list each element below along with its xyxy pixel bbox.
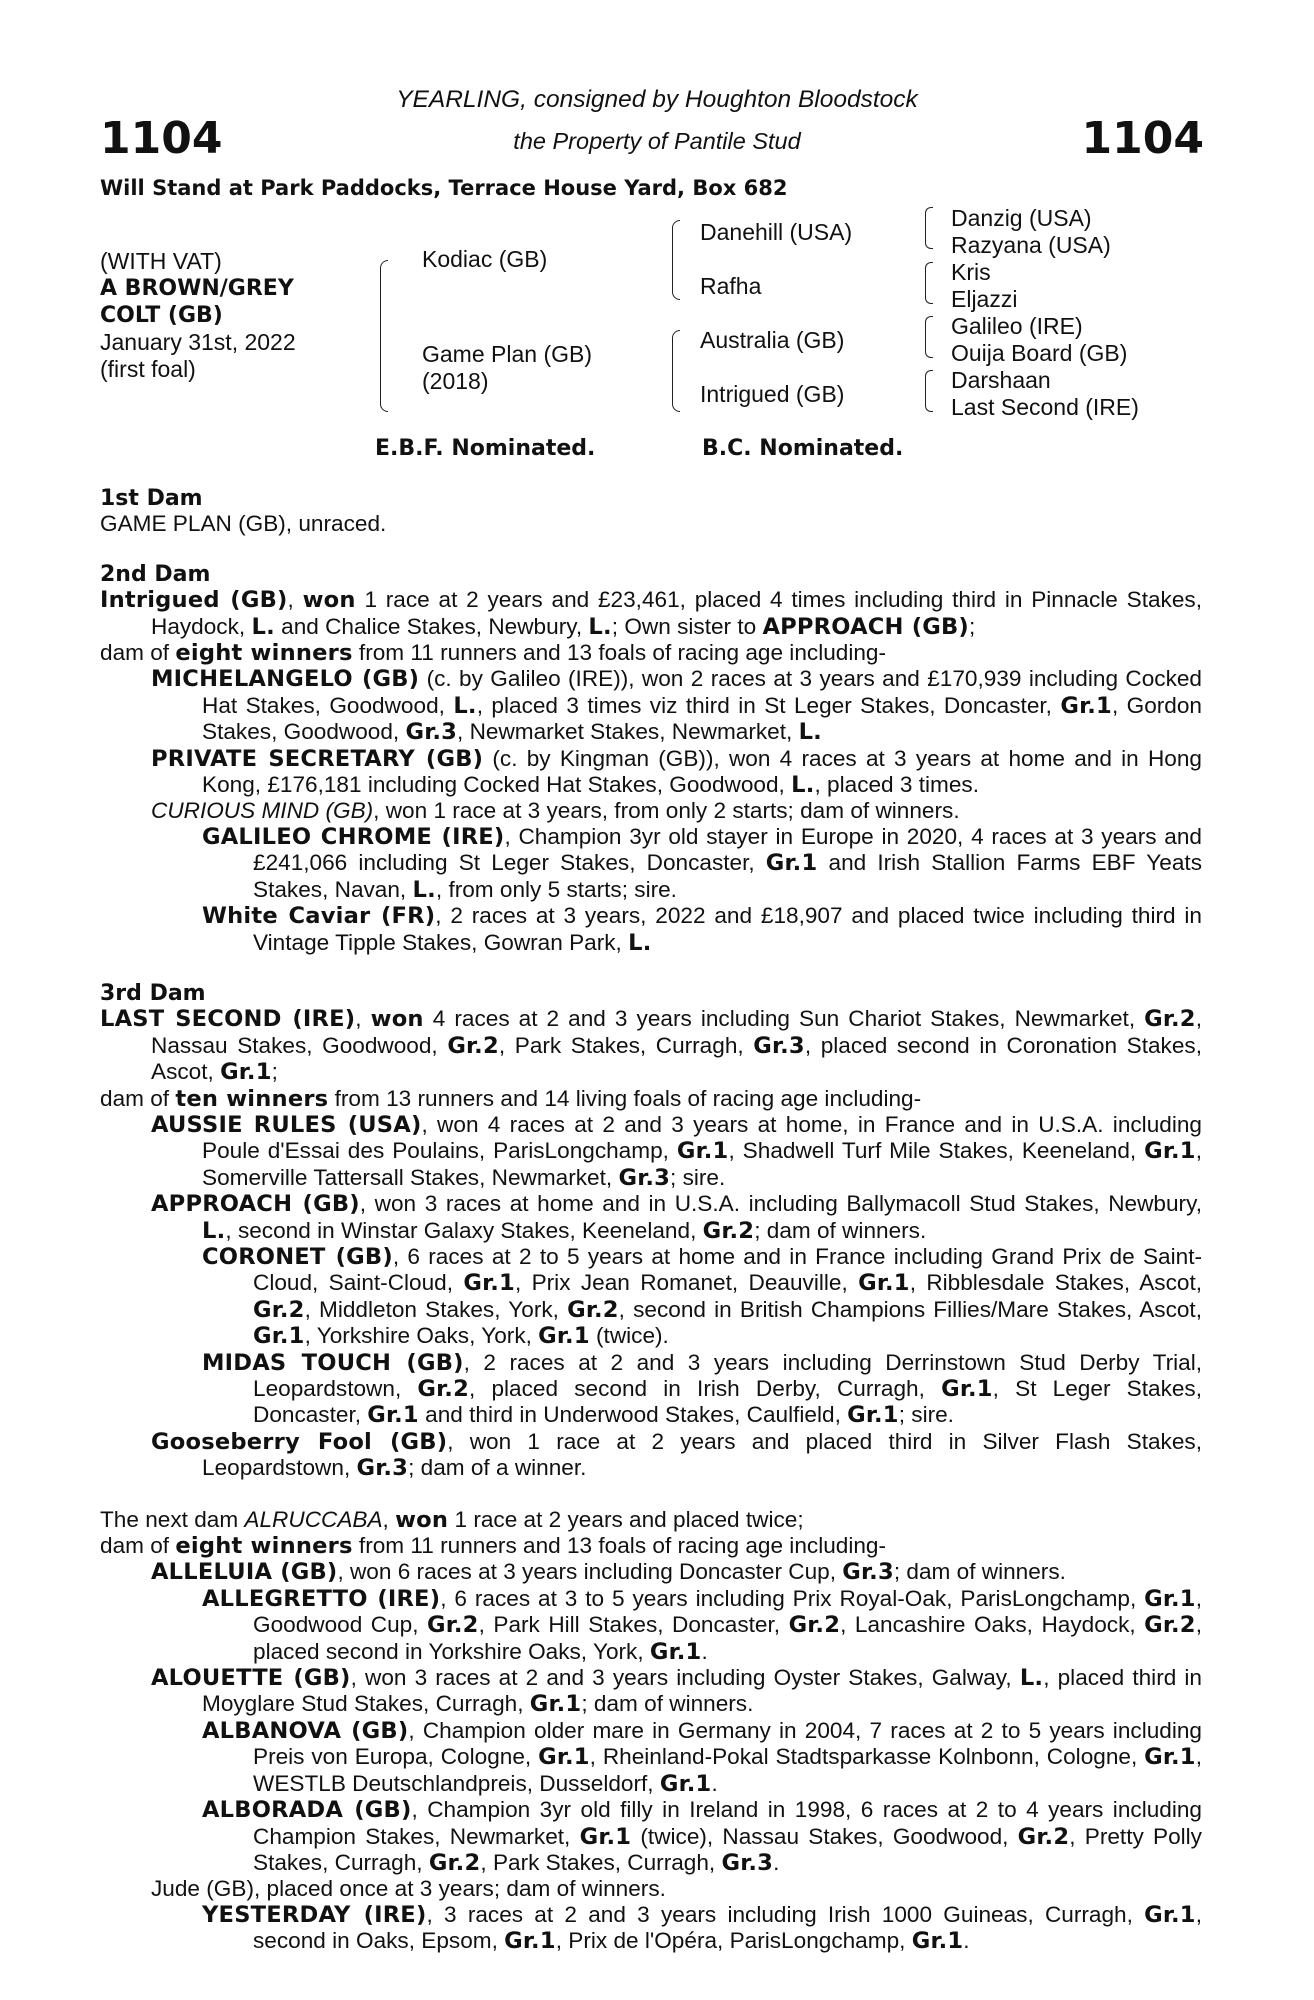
grandparent-7: Darshaan	[951, 367, 1051, 393]
albanova-entry: ALBANOVA (GB), Champion older mare in Germany in 2004, 7 races at 2 to 5 years including Preis von Europa, Cologne, Gr.1, Rheinland-Pokal Stadtsparkasse Kolnbonn, Cologne, Gr.1, WESTLB Deutschlandpreis, Dusseldorf, Gr.1.	[202, 1717, 1202, 1797]
consignor-line: YEARLING, consigned by Houghton Bloodstock	[396, 86, 918, 113]
pedigree-brace-main	[380, 260, 388, 412]
pedigree-brace-dam	[672, 330, 680, 412]
dam-sire: Australia (GB)	[700, 327, 845, 353]
jude-entry: Jude (GB), placed once at 3 years; dam of winners.	[151, 1876, 666, 1902]
sire: Kodiac (GB)	[422, 246, 548, 272]
dam-dam: Intrigued (GB)	[700, 381, 845, 407]
alborada-entry: ALBORADA (GB), Champion 3yr old filly in Ireland in 1998, 6 races at 2 to 4 years including Champion Stakes, Newmarket, Gr.1 (twice), Nassau Stakes, Goodwood, Gr.2, Pretty Polly Stakes, Curragh, Gr.2, Park Stakes, Curragh, Gr.3.	[202, 1797, 1202, 1876]
foaling-date: January 31st, 2022	[100, 329, 296, 355]
grandparent-8: Last Second (IRE)	[951, 394, 1139, 420]
grandparent-5: Galileo (IRE)	[951, 313, 1083, 339]
bc-nomination: B.C. Nominated.	[702, 436, 904, 461]
lot-description-1: A BROWN/GREY	[100, 276, 294, 301]
midas-touch-entry: MIDAS TOUCH (GB), 2 races at 2 and 3 years including Derrinstown Stud Derby Trial, Leopardstown, Gr.2, placed second in Irish Derby, Curragh, Gr.1, St Leger Stakes, Doncaster, Gr.1 and third in Underwood Stakes, Caulfield, Gr.1; sire.	[202, 1349, 1203, 1429]
michelangelo-entry: MICHELANGELO (GB) (c. by Galileo (IRE)), won 2 races at 3 years and £170,939 including Cocked Hat Stakes, Goodwood, L., placed 3 times viz third in St Leger Stakes, Doncaster, Gr.1, Gordon Stakes, Goodwood, Gr.3, Newmarket Stakes, Newmarket, L.	[151, 666, 1203, 746]
grandparent-6: Ouija Board (GB)	[951, 340, 1128, 366]
pedigree-brace-g2	[925, 262, 933, 304]
dam2-entry: Intrigued (GB), won 1 race at 2 years and £23,461, placed 4 times including third in Pinnacle Stakes, Haydock, L. and Chalice Stakes, Newbury, L.; Own sister to APPROACH (GB);	[100, 587, 1202, 640]
coronet-entry: CORONET (GB), 6 races at 2 to 5 years at home and in France including Grand Prix de Saint-Cloud, Saint-Cloud, Gr.1, Prix Jean Romanet, Deauville, Gr.1, Ribblesdale Stakes, Ascot, Gr.2, Middleton Stakes, York, Gr.2, second in British Champions Fillies/Mare Stakes, Ascot, Gr.1, Yorkshire Oaks, York, Gr.1 (twice).	[202, 1243, 1203, 1350]
galileo-chrome-entry: GALILEO CHROME (IRE), Champion 3yr old stayer in Europe in 2020, 4 races at 3 years and £241,066 including St Leger Stakes, Doncaster, Gr.1 and Irish Stallion Farms EBF Yeats Stakes, Navan, L., from only 5 starts; sire.	[202, 823, 1202, 903]
property-line: the Property of Pantile Stud	[513, 128, 801, 154]
grandparent-2: Razyana (USA)	[951, 232, 1111, 258]
vat-note: (WITH VAT)	[100, 248, 222, 274]
dam2-heading: 2nd Dam	[100, 561, 211, 587]
approach-entry: APPROACH (GB), won 3 races at home and in U.S.A. including Ballymacoll Stud Stakes, Newbury, L., second in Winstar Galaxy Stakes, Keeneland, Gr.2; dam of winners.	[151, 1191, 1202, 1244]
yesterday-entry: YESTERDAY (IRE), 3 races at 2 and 3 years including Irish 1000 Guineas, Curragh, Gr.1, second in Oaks, Epsom, Gr.1, Prix de l'Opéra, ParisLongchamp, Gr.1.	[202, 1901, 1202, 1955]
allegretto-entry: ALLEGRETTO (IRE), 6 races at 3 to 5 years including Prix Royal-Oak, ParisLongchamp, Gr.1, Goodwood Cup, Gr.2, Park Hill Stakes, Doncaster, Gr.2, Lancashire Oaks, Haydock, Gr.2, placed second in Yorkshire Oaks, York, Gr.1.	[202, 1585, 1202, 1665]
grandparent-4: Eljazzi	[951, 286, 1018, 312]
dam4-entry: The next dam ALRUCCABA, won 1 race at 2 years and placed twice;	[100, 1506, 804, 1533]
catalogue-body	[100, 486, 1202, 1955]
sire-dam: Rafha	[700, 273, 762, 299]
lot-number-left: 1104	[100, 113, 223, 164]
pedigree-brace-g3	[925, 316, 933, 358]
grandparent-1: Danzig (USA)	[951, 205, 1092, 231]
sire-sire: Danehill (USA)	[700, 219, 853, 245]
white-caviar-entry: White Caviar (FR), 2 races at 3 years, 2022 and £18,907 and placed twice including third in Vintage Tipple Stakes, Gowran Park, L.	[202, 903, 1202, 956]
pedigree-brace-g4	[925, 370, 933, 412]
dam2-produce-summary: dam of eight winners from 11 runners and 13 foals of racing age including-	[100, 640, 887, 667]
pedigree-brace-g1	[925, 207, 933, 249]
ebf-nomination: E.B.F. Nominated.	[375, 436, 596, 461]
dam-year: (2018)	[422, 368, 489, 394]
dam1-text: GAME PLAN (GB), unraced.	[100, 511, 387, 537]
grandparent-3: Kris	[951, 259, 991, 285]
foal-note: (first foal)	[100, 356, 196, 382]
lot-description-2: COLT (GB)	[100, 303, 223, 328]
dam3-produce-summary: dam of ten winners from 13 runners and 14 living foals of racing age including-	[100, 1085, 922, 1112]
dam: Game Plan (GB)	[422, 341, 592, 367]
curious-mind-entry: CURIOUS MIND (GB), won 1 race at 3 years, from only 2 starts; dam of winners.	[151, 798, 960, 824]
dam3-heading: 3rd Dam	[100, 980, 206, 1006]
alleluia-entry: ALLELUIA (GB), won 6 races at 3 years including Doncaster Cup, Gr.3; dam of winners.	[151, 1559, 1066, 1586]
dam4-produce-summary: dam of eight winners from 11 runners and 13 foals of racing age including-	[100, 1533, 887, 1560]
private-secretary-entry: PRIVATE SECRETARY (GB) (c. by Kingman (GB)), won 4 races at 3 years at home and in Hong Kong, £176,181 including Cocked Hat Stakes, Goodwood, L., placed 3 times.	[151, 745, 1202, 799]
aussie-rules-entry: AUSSIE RULES (USA), won 4 races at 2 and 3 years at home, in France and in U.S.A. including Poule d'Essai des Poulains, ParisLongchamp, Gr.1, Shadwell Turf Mile Stakes, Keeneland, Gr.1, Somerville Tattersall Stakes, Newmarket, Gr.3; sire.	[151, 1111, 1202, 1191]
alouette-entry: ALOUETTE (GB), won 3 races at 2 and 3 years including Oyster Stakes, Galway, L., placed third in Moyglare Stud Stakes, Curragh, Gr.1; dam of winners.	[151, 1665, 1202, 1718]
gooseberry-fool-entry: Gooseberry Fool (GB), won 1 race at 2 years and placed third in Silver Flash Stakes, Leopardstown, Gr.3; dam of a winner.	[151, 1428, 1202, 1482]
lot-number-right: 1104	[1081, 113, 1204, 164]
dam1-heading: 1st Dam	[100, 486, 203, 511]
pedigree-brace-sire	[672, 220, 680, 300]
stand-location: Will Stand at Park Paddocks, Terrace House Yard, Box 682	[100, 176, 788, 200]
dam3-entry: LAST SECOND (IRE), won 4 races at 2 and 3 years including Sun Chariot Stakes, Newmarket, Gr.2, Nassau Stakes, Goodwood, Gr.2, Park Stakes, Curragh, Gr.3, placed second in Coronation Stakes, Ascot, Gr.1;	[100, 1006, 1203, 1086]
